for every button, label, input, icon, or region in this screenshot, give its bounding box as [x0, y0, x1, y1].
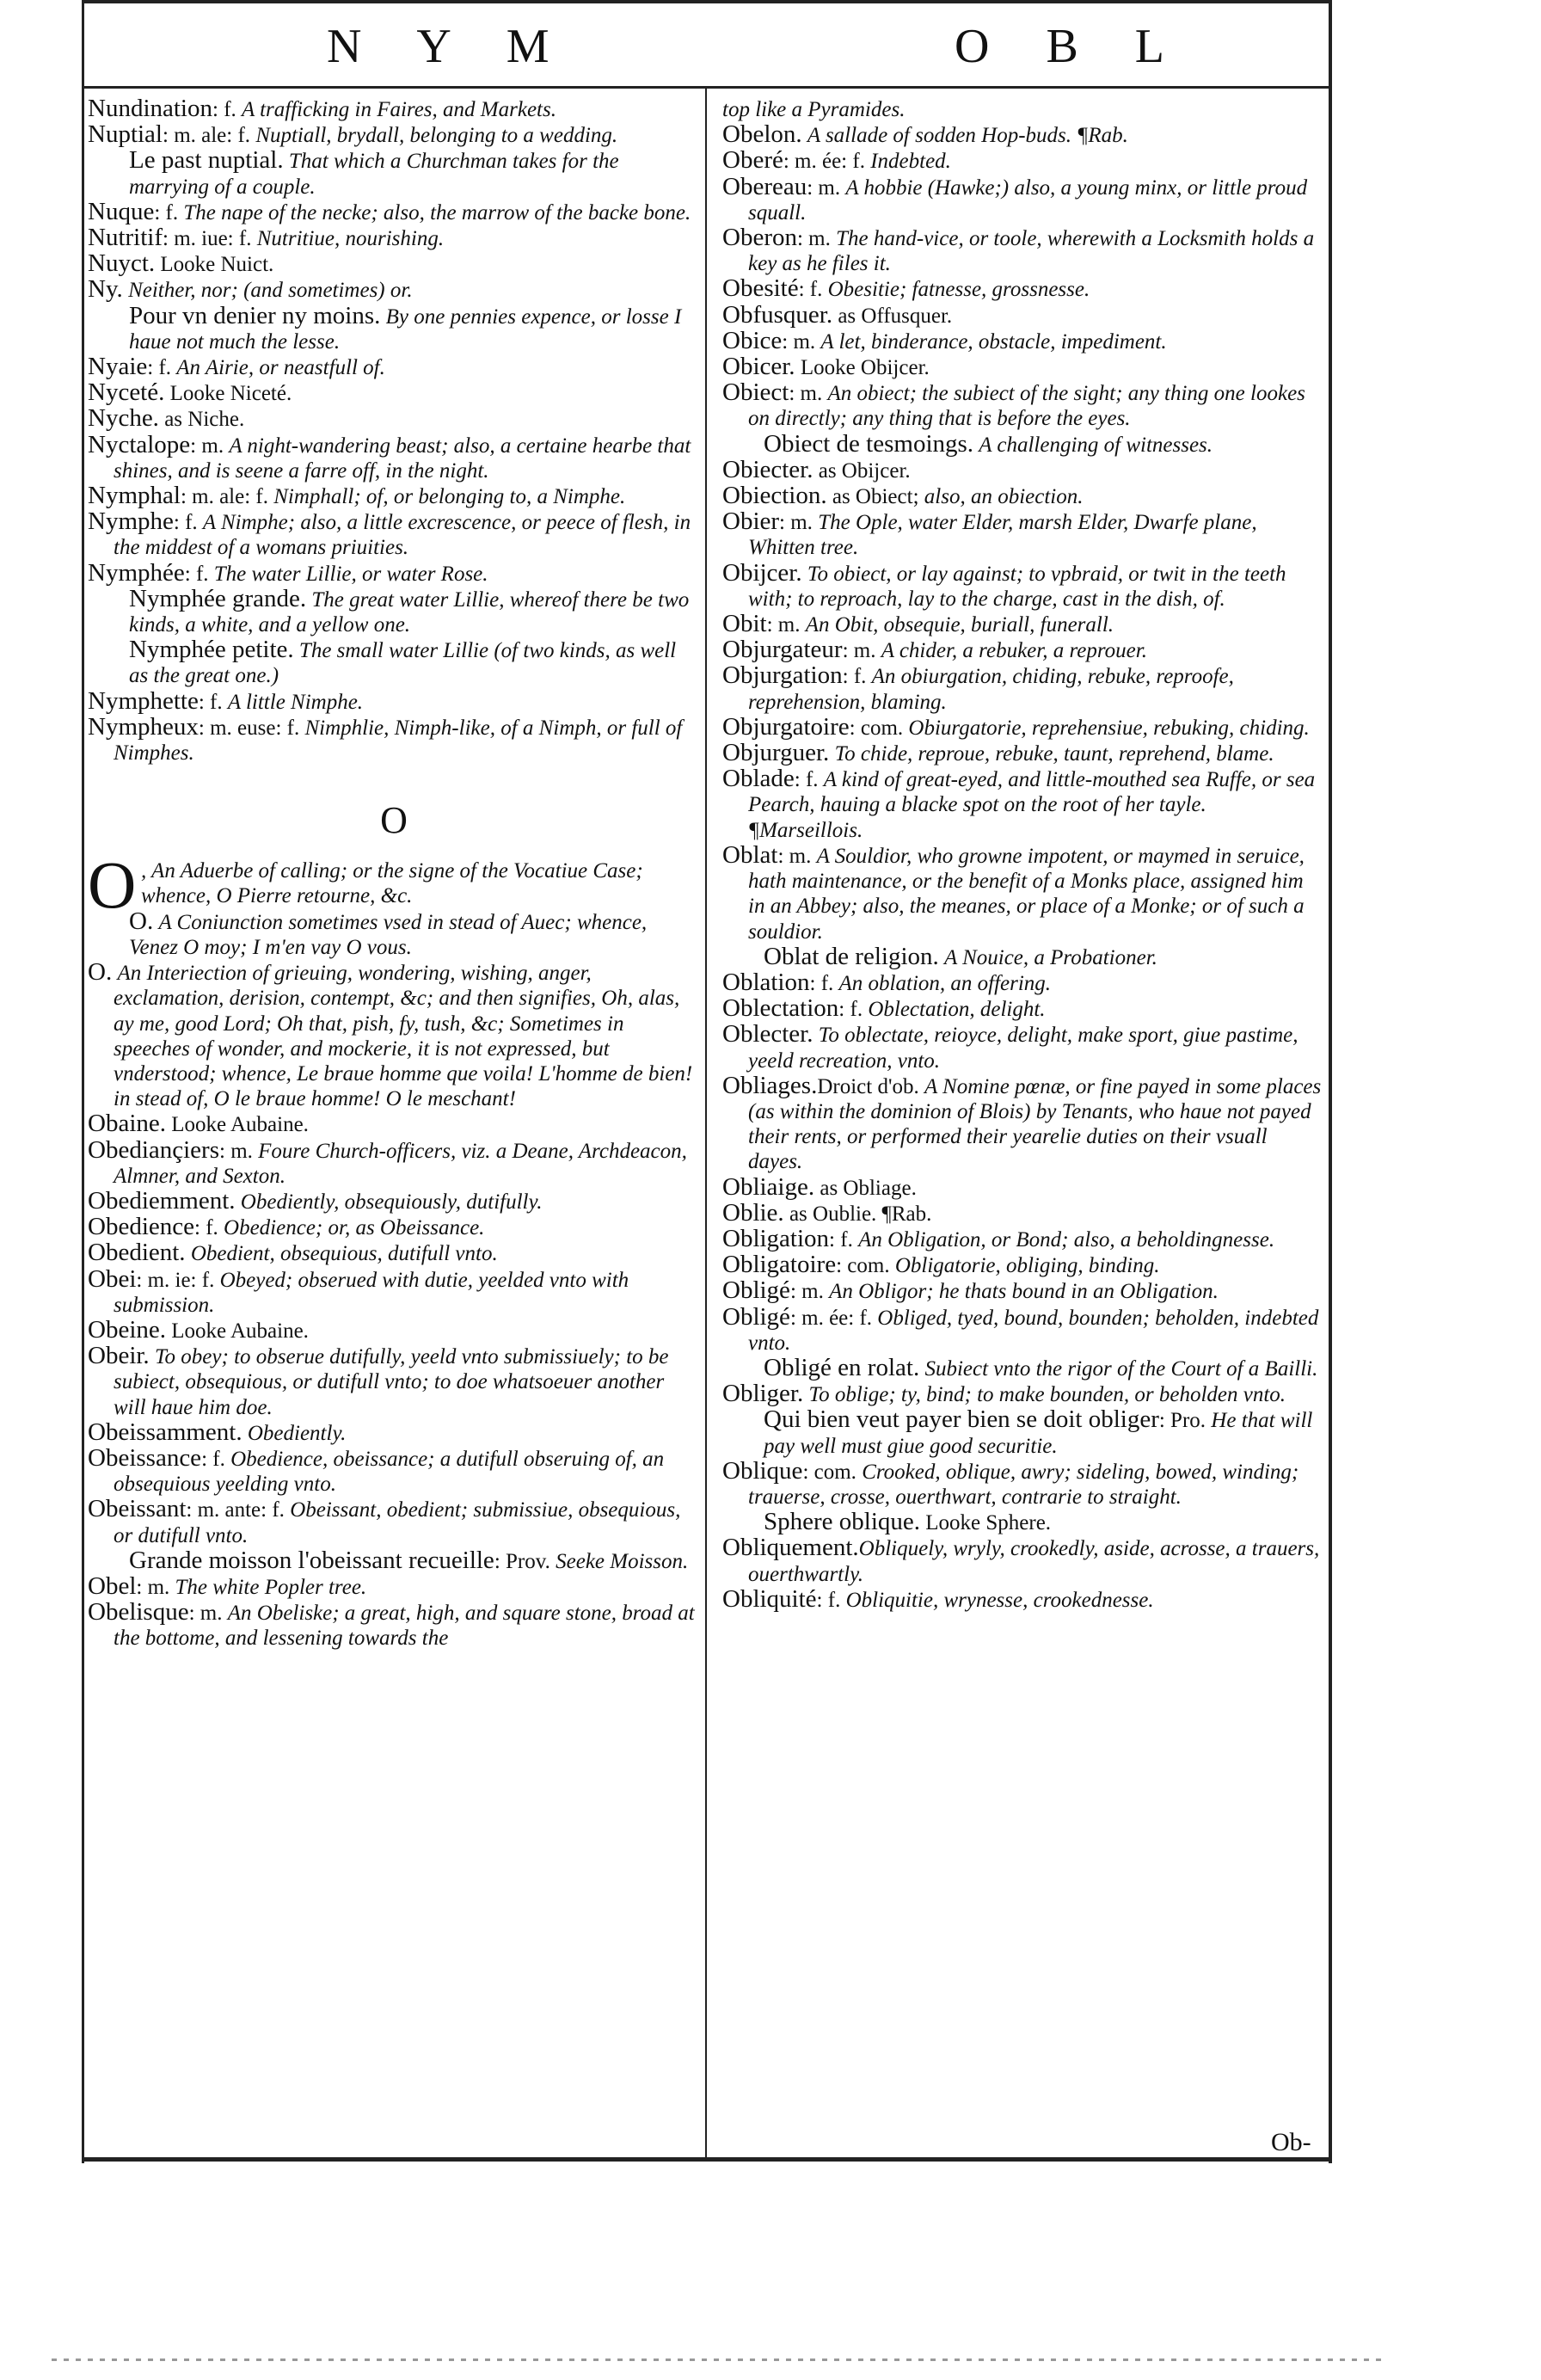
dictionary-entry — [738, 1407, 1324, 1458]
headword: Obelon. — [722, 120, 802, 149]
dictionary-entry — [722, 1381, 1324, 1407]
grammar-note: : m. ale: f. — [163, 124, 256, 148]
headword: Pour vn denier ny moins. — [129, 301, 381, 329]
grammar-note: : m. — [796, 227, 837, 251]
grammar-note: Looke Obijcer. — [795, 356, 930, 380]
dictionary-entry — [722, 712, 1324, 741]
definition: A chider, a rebuker, a reprouer. — [881, 639, 1147, 663]
grammar-note: : m. euse: f. — [198, 716, 305, 740]
right-entries — [722, 96, 1324, 1613]
dictionary-entry — [103, 301, 700, 354]
definition: Obedience; or, as Obeissance. — [224, 1216, 485, 1240]
dictionary-entry — [722, 455, 1324, 483]
grammar-note: : f. — [173, 511, 203, 535]
definition: An Obligor; he thats bound in an Obligation. — [829, 1280, 1219, 1304]
definition: A hobbie (Hawke;) also, a young minx, or little proud squall. — [748, 175, 1308, 224]
definition: Obligatorie, obliging, binding. — [894, 1254, 1160, 1278]
grammar-note: : f. — [194, 1216, 224, 1240]
column-separator — [705, 89, 707, 2157]
dictionary-entry — [722, 225, 1324, 276]
definition: A Souldior, who growne impotent, or maymed in seruice, hath maintenance, or the benefit of a Monks place, assigned him in an Abbey; also, the meanes, or place of a Monke; or of such a souldior. — [748, 844, 1305, 944]
grammar-note: : f. — [198, 690, 228, 714]
dictionary-entry — [103, 1548, 700, 1574]
definition: An obiect; the subiect of the sight; any thing one lookes on directly; any thing that is before the eyes. — [748, 382, 1305, 431]
dictionary-entry — [722, 766, 1324, 843]
grammar-note: : m. — [789, 382, 828, 406]
headword: O. — [88, 958, 113, 987]
dictionary-entry — [722, 1302, 1324, 1356]
grammar-note: : f. — [184, 562, 214, 586]
grammar-note: as Offusquer. — [832, 304, 953, 328]
headword: Obijcer. — [722, 558, 802, 587]
headword: Nyaie — [88, 353, 148, 381]
dictionary-entry — [722, 96, 1324, 122]
headword: Oblation — [722, 968, 810, 996]
dictionary-entry — [88, 712, 700, 766]
grammar-note: : m. iue: f. — [163, 227, 257, 251]
headword: Obier — [722, 507, 780, 536]
definition: Obesitie; fatnesse, grossnesse. — [827, 278, 1090, 302]
grammar-note: : m. ante: f. — [186, 1498, 291, 1522]
dictionary-entry — [722, 326, 1324, 354]
page-frame-left — [82, 0, 84, 2163]
headword: Obiect de tesmoings. — [764, 429, 974, 458]
headword: Obedience — [88, 1213, 194, 1241]
headword: Obeissamment. — [88, 1418, 243, 1446]
headword: Obliages. — [722, 1071, 818, 1099]
section-letter: O — [380, 799, 408, 842]
dictionary-entry — [88, 122, 700, 148]
headword: Obesité — [722, 274, 799, 303]
headword: Oblectation — [722, 994, 839, 1023]
definition: Obiurgatorie, reprehensiue, rebuking, chiding. — [908, 716, 1310, 740]
dictionary-entry — [88, 483, 700, 509]
dictionary-entry — [722, 380, 1324, 431]
headword: Nyceté. — [88, 378, 165, 407]
dictionary-entry — [738, 944, 1324, 970]
grammar-note: : f. — [809, 971, 839, 995]
headword: Nyche. — [88, 404, 159, 433]
headword: Obicer. — [722, 353, 795, 381]
dictionary-entry — [88, 380, 700, 406]
grammar-note: : m. — [190, 434, 230, 458]
entries-before-o — [88, 96, 700, 766]
definition: An Interiection of grieuing, wondering, wishing, anger, exclamation, derision, contempt, &c; and then signifies, Oh, alas, ay me, good Lord; Oh that, pish, fy, tush, &c; Sometimes in speeches of wonder, and mockerie, it is not expressed, but vnderstood; whence, Le braue homme que voila! L'homme de bien! in stead of, O le braue homme! O le meschant! — [114, 962, 693, 1111]
grammar-note: : m. — [789, 1280, 830, 1304]
headword: Obiect — [722, 378, 789, 407]
dictionary-entry — [738, 429, 1324, 458]
grammar-note: : com. — [836, 1254, 895, 1278]
dictionary-entry — [88, 277, 700, 303]
definition: An Obeliske; a great, high, and square stone, broad at the bottome, and lessening towards the — [114, 1602, 695, 1651]
headword: Obligé en rolat. — [764, 1353, 920, 1381]
headword: Oblie. — [722, 1198, 784, 1227]
definition: A sallade of sodden Hop-buds. ¶Rab. — [807, 124, 1128, 148]
definition: The white Popler tree. — [175, 1575, 367, 1599]
headword: Obediemment. — [88, 1186, 236, 1215]
headword: Obelisque — [88, 1598, 189, 1627]
grammar-note: : m. — [219, 1139, 259, 1163]
dictionary-entry — [722, 1278, 1324, 1304]
definition: Crooked, oblique, awry; sideling, bowed, winding; trauerse, crosse, ouerthwart, contrarie to straight. — [748, 1460, 1299, 1509]
headword: Obeissance — [88, 1443, 202, 1472]
definition: By one pennies expence, or losse I haue not much the lesse. — [129, 304, 682, 354]
dropcap-text: , An Aduerbe of calling; or the signe of the Vocatiue Case; whence, O Pierre retourne, &c. — [141, 859, 643, 908]
definition: To chide, reproue, rebuke, taunt, reprehend, blame. — [834, 742, 1274, 766]
right-column — [722, 96, 1324, 1613]
dictionary-entry — [722, 663, 1324, 714]
definition: A night-wandering beast; also, a certaine hearbe that shines, and is seene a farre off, in the night. — [114, 434, 691, 483]
dictionary-entry — [88, 251, 700, 277]
dictionary-entry — [722, 1073, 1324, 1175]
headword: Nuptial — [88, 120, 163, 149]
headword: Nympheux — [88, 712, 199, 741]
dictionary-entry — [88, 1315, 700, 1344]
definition: Obliquely, wryly, crookedly, aside, acrosse, a trauers, ouerthwartly. — [748, 1537, 1320, 1586]
grammar-note: : f. — [154, 200, 184, 224]
dictionary-entry — [722, 1172, 1324, 1201]
dictionary-entry — [103, 909, 700, 960]
dropcap-entry — [88, 847, 700, 923]
definition: A kind of great-eyed, and little-mouthed sea Ruffe, or sea Pearch, hauing a blacke spot on the root of her tayle. ¶Marseillois. — [748, 768, 1316, 842]
definition: A little Nimphe. — [227, 690, 364, 714]
headword: Obediançiers — [88, 1135, 219, 1164]
grammar-note: as Niche. — [158, 408, 245, 432]
definition: That which a Churchman takes for the marrying of a couple. — [129, 150, 619, 199]
grammar-note: Looke Sphere. — [920, 1511, 1052, 1535]
dictionary-entry — [722, 996, 1324, 1022]
grammar-note: : m. — [807, 175, 846, 200]
definition: An Airie, or neastfull of. — [176, 356, 385, 380]
dictionary-entry — [722, 172, 1324, 225]
grammar-note: Looke Nuict. — [155, 253, 274, 277]
page-frame-top — [82, 0, 1332, 3]
headword: Obligé — [722, 1302, 790, 1331]
footer-rule — [84, 2157, 1329, 2162]
catchword: Ob- — [1271, 2128, 1311, 2156]
definition: An oblation, an offering. — [838, 971, 1052, 995]
definition: Neither, nor; (and sometimes) or. — [128, 279, 413, 303]
definition: To oblige; ty, bind; to make bounden, or beholden vnto. — [808, 1383, 1286, 1407]
dictionary-entry — [722, 1535, 1324, 1586]
running-head-right: O B L — [955, 20, 1187, 73]
grammar-note: : f. — [838, 998, 869, 1022]
dictionary-entry — [722, 612, 1324, 637]
definition: To oblectate, reioyce, delight, make sport, giue pastime, yeeld recreation, vnto. — [748, 1024, 1298, 1073]
headword: Obiection. — [722, 482, 827, 510]
grammar-note: as Obijcer. — [813, 458, 911, 483]
headword: Grande moisson l'obeissant recueille — [129, 1546, 494, 1574]
headword: Nutritif — [88, 224, 163, 252]
headword: Obliaige. — [722, 1172, 815, 1201]
definition: Nimphlie, Nimph-like, of a Nimph, or full of Nimphes. — [114, 716, 683, 766]
headword: Obaine. — [88, 1110, 166, 1138]
headword: Nymphée petite. — [129, 636, 294, 664]
dictionary-entry — [738, 1353, 1324, 1381]
grammar-note: : f. — [201, 1447, 231, 1471]
headword: Objurgatoire — [722, 712, 850, 741]
headword: Obliquité — [722, 1584, 817, 1613]
dictionary-entry — [88, 960, 700, 1111]
dictionary-entry — [88, 354, 700, 380]
definition: An obiurgation, chiding, rebuke, reproofe, reprehension, blaming. — [748, 665, 1234, 714]
headword: Nuyct. — [88, 249, 156, 278]
dictionary-entry — [722, 354, 1324, 380]
grammar-note: : Prov. — [494, 1549, 556, 1573]
definition: A Coniunction sometimes vsed in stead of Auec; whence, Venez O moy; I m'en vay O vous. — [129, 910, 648, 959]
headword: Obice — [722, 326, 783, 354]
dictionary-entry — [722, 1022, 1324, 1073]
dictionary-entry — [88, 406, 700, 432]
headword: Obei — [88, 1264, 137, 1293]
grammar-note: : f. — [212, 98, 243, 121]
definition: Nuptiall, brydall, belonging to a wedding. — [255, 124, 618, 148]
definition: top like a Pyramides. — [722, 98, 906, 121]
dictionary-entry — [88, 1497, 700, 1547]
dictionary-entry — [722, 300, 1324, 329]
headword: Oblade — [722, 765, 795, 793]
definition: Foure Church-officers, viz. a Deane, Archdeacon, Almner, and Sexton. — [114, 1139, 687, 1188]
definition: A challenging of witnesses. — [979, 433, 1213, 457]
grammar-note: : f. — [794, 768, 824, 792]
dictionary-entry — [722, 1224, 1324, 1252]
headword: Obliger. — [722, 1380, 804, 1408]
dictionary-entry — [88, 1240, 700, 1266]
dictionary-entry — [88, 509, 700, 560]
definition: Subiect vnto the rigor of the Court of a Bailli. — [924, 1356, 1318, 1381]
grammar-note: as Oublie. ¶Rab. — [783, 1202, 932, 1226]
grammar-note: : m. ée: f. — [783, 150, 871, 174]
dictionary-entry — [103, 637, 700, 688]
dictionary-entry — [722, 1252, 1324, 1278]
grammar-note: : m. — [779, 511, 819, 535]
grammar-note: : Pro. — [1158, 1409, 1212, 1433]
definition: The Ople, water Elder, marsh Elder, Dwarfe plane, Whitten tree. — [748, 511, 1257, 560]
grammar-note: : m. — [188, 1602, 228, 1626]
headword: Sphere oblique. — [764, 1508, 921, 1536]
dictionary-entry — [88, 197, 700, 225]
dictionary-entry — [103, 584, 700, 637]
headword: Obligation — [722, 1224, 830, 1252]
dictionary-entry — [722, 1584, 1324, 1613]
definition: An Obligation, or Bond; also, a beholdingnesse. — [858, 1227, 1275, 1251]
grammar-note: : m. — [766, 613, 806, 637]
headword: Nymphe — [88, 507, 174, 536]
grammar-note: : m. ie: f. — [136, 1268, 220, 1292]
definition: Obeissant, obedient; submissiue, obsequious, or dutifull vnto. — [114, 1498, 681, 1547]
definition: Nutritiue, nourishing. — [256, 227, 445, 251]
dictionary-entry — [722, 840, 1324, 944]
dictionary-entry — [88, 1111, 700, 1137]
dropcap-letter: O — [88, 847, 137, 923]
dictionary-entry — [88, 1600, 700, 1651]
headword: O. — [129, 907, 154, 935]
headword: Obeir. — [88, 1342, 150, 1370]
definition: The nape of the necke; also, the marrow of the backe bone. — [183, 200, 691, 224]
definition: He that will pay well must giue good securitie. — [764, 1409, 1313, 1458]
headword: Obligatoire — [722, 1251, 837, 1279]
headword: Obeine. — [88, 1315, 166, 1344]
entries-after-o — [88, 909, 700, 1651]
headword: Ny. — [88, 275, 123, 304]
grammar-note: : m. — [782, 329, 821, 354]
dictionary-entry — [722, 1198, 1324, 1227]
headword: Nuque — [88, 197, 155, 225]
grammar-note: : f. — [829, 1227, 859, 1251]
grammar-note: : com. — [802, 1460, 863, 1484]
dictionary-entry — [722, 148, 1324, 174]
dictionary-entry — [88, 96, 700, 122]
grammar-note: : m. ale: f. — [180, 485, 274, 509]
definition: Nimphall; of, or belonging to, a Nimphe. — [273, 485, 626, 509]
definition: Obliquitie, wrynesse, crookednesse. — [845, 1588, 1154, 1612]
grammar-note: Looke Niceté. — [164, 382, 292, 406]
definition: Oblectation, delight. — [868, 998, 1046, 1022]
dictionary-entry — [103, 148, 700, 199]
grammar-note: : f. — [798, 278, 828, 302]
definition: Obeyed; obserued with dutie, yeelded vnto with submission. — [114, 1268, 629, 1317]
headword: Obligé — [722, 1276, 790, 1305]
definition: Seeke Moisson. — [556, 1549, 689, 1573]
dictionary-entry — [722, 483, 1324, 509]
definition: A let, binderance, obstacle, impediment. — [820, 329, 1167, 354]
grammar-note: : f. — [147, 356, 177, 380]
headword: Nymphée — [88, 558, 185, 587]
definition: A Nouice, a Probationer. — [944, 945, 1157, 969]
grammar-note: as Obiect; — [826, 485, 924, 509]
dictionary-entry — [88, 1264, 700, 1318]
dictionary-entry — [722, 637, 1324, 663]
headword: Obedient. — [88, 1239, 186, 1267]
running-head-left: N Y M — [327, 20, 572, 73]
headword: Nymphée grande. — [129, 584, 307, 612]
definition: An Obit, obsequie, buriall, funerall. — [805, 613, 1114, 637]
headword: Obereau — [722, 172, 807, 200]
dictionary-entry — [88, 1443, 700, 1497]
definition: To obiect, or lay against; to vpbraid, or twit in the teeth with; to reproach, lay to the charge, cast in the dish, of. — [748, 562, 1286, 611]
headword: Oblat de religion. — [764, 942, 939, 970]
dictionary-entry — [722, 558, 1324, 612]
headword: Nundination — [88, 95, 212, 122]
dictionary-entry — [722, 122, 1324, 148]
scan-edge-artifact — [52, 2358, 1384, 2361]
dictionary-entry — [722, 970, 1324, 996]
definition: The hand-vice, or toole, wherewith a Locksmith holds a key as he files it. — [748, 227, 1315, 276]
grammar-note: : m. — [136, 1575, 175, 1599]
headword: Objurguer. — [722, 739, 830, 767]
grammar-note: : f. — [816, 1588, 846, 1612]
headword: Oblique — [722, 1456, 803, 1485]
headword: Obiecter. — [722, 455, 813, 483]
headword: Obeissant — [88, 1495, 187, 1523]
headword: Oberé — [722, 146, 783, 175]
headword: Obel — [88, 1571, 137, 1600]
definition: A trafficking in Faires, and Markets. — [242, 98, 556, 121]
headword: Qui bien veut payer bien se doit obliger — [764, 1405, 1159, 1434]
definition: also, an obiection. — [924, 485, 1084, 509]
left-column — [88, 96, 700, 1651]
definition: Obedience, obeissance; a dutifull obseruing of, an obsequious yeelding vnto. — [114, 1447, 665, 1497]
dictionary-entry — [88, 558, 700, 587]
grammar-note: : m. ée: f. — [789, 1306, 878, 1330]
dictionary-entry — [88, 1344, 700, 1420]
definition: The small water Lillie (of two kinds, as well as the great one.) — [129, 639, 677, 688]
dictionary-entry — [722, 741, 1324, 766]
grammar-note: : com. — [849, 716, 909, 740]
definition: Indebted. — [870, 150, 951, 174]
page-frame-right — [1329, 0, 1332, 2163]
definition: A Nimphe; also, a little excrescence, or peece of flesh, in the middest of a womans priuities. — [114, 511, 691, 560]
definition: Obediently, obsequiously, dutifully. — [240, 1190, 543, 1214]
headword: Nymphette — [88, 686, 199, 715]
dictionary-entry — [738, 1510, 1324, 1535]
headword: Nyctalope — [88, 430, 191, 458]
grammar-note: Droict d'ob. — [817, 1074, 924, 1098]
dictionary-entry — [88, 1215, 700, 1240]
headword: Le past nuptial. — [129, 146, 284, 175]
definition: Obedient, obsequious, dutifull vnto. — [190, 1242, 498, 1266]
dictionary-entry — [722, 1456, 1324, 1510]
headword: Oberon — [722, 224, 797, 252]
grammar-note: : f. — [842, 665, 872, 689]
definition: The water Lillie, or water Rose. — [213, 562, 488, 586]
headword: Objurgation — [722, 661, 843, 690]
dictionary-entry — [722, 276, 1324, 302]
headword: Obliquement. — [722, 1534, 859, 1562]
definition: The great water Lillie, whereof there be two kinds, a white, and a yellow one. — [129, 587, 690, 637]
headword: Oblecter. — [722, 1020, 813, 1049]
dictionary-entry — [88, 686, 700, 715]
dictionary-entry — [88, 430, 700, 483]
dictionary-entry — [88, 1186, 700, 1215]
headword: Objurgateur — [722, 636, 843, 664]
dictionary-entry — [88, 1571, 700, 1600]
headword: Oblat — [722, 840, 778, 869]
definition: A Nomine pœnæ, or fine payed in some places (as within the dominion of Blois) by Tenants, who haue not payed their rents, or performed their yearelie duties on their vsuall dayes. — [748, 1074, 1322, 1174]
grammar-note: as Obliage. — [814, 1176, 917, 1200]
headword: Obit — [722, 610, 767, 638]
grammar-note: : m. — [777, 844, 817, 868]
dictionary-entry — [88, 225, 700, 251]
dictionary-entry — [722, 509, 1324, 560]
headword: Obfusquer. — [722, 300, 833, 329]
dictionary-entry — [88, 1135, 700, 1189]
grammar-note: : m. — [842, 639, 881, 663]
grammar-note: Looke Aubaine. — [166, 1319, 309, 1343]
headword: Nymphal — [88, 482, 181, 510]
definition: To obey; to obserue dutifully, yeeld vnto submissiuely; to be subiect, obsequious, or dutifull vnto; to doe whatsoeuer another will haue him doe. — [114, 1345, 669, 1419]
grammar-note: Looke Aubaine. — [166, 1113, 309, 1137]
dictionary-entry — [88, 1420, 700, 1446]
definition: Obediently. — [247, 1421, 347, 1445]
definition: Obliged, tyed, bound, bounden; beholden, indebted vnto. — [748, 1306, 1319, 1355]
